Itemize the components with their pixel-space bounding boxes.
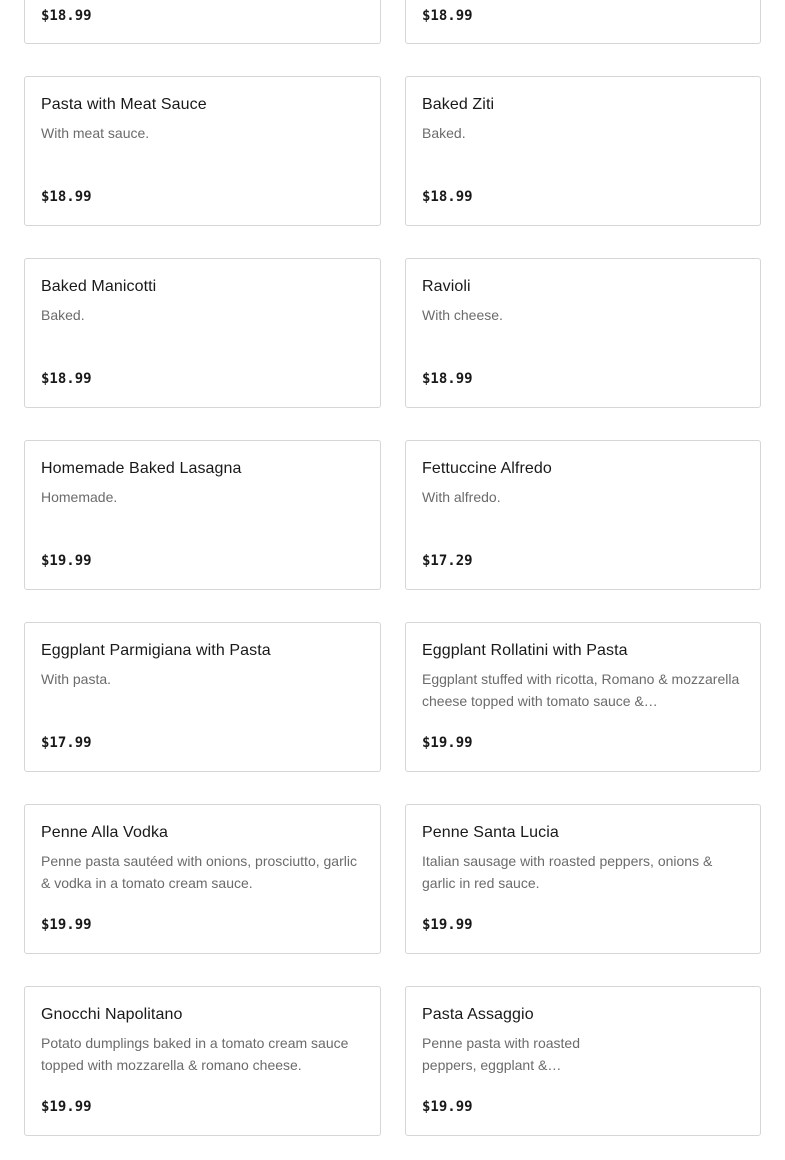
menu-item-name: Ravioli (422, 278, 471, 295)
menu-item-description: Penne pasta sautéed with onions, prosciutto, garlic & vodka in a tomato cream sauce. (41, 853, 357, 891)
menu-item-name: Penne Santa Lucia (422, 824, 559, 841)
menu-item-card-pasta-with-meat-sauce[interactable] (24, 76, 381, 226)
menu-item-price: $19.99 (41, 553, 92, 569)
menu-item-name: Eggplant Parmigiana with Pasta (41, 642, 271, 659)
menu-item-card-baked-ziti[interactable] (405, 76, 761, 226)
menu-item-description: With alfredo. (422, 489, 501, 505)
menu-item-card-homemade-baked-lasagna[interactable] (24, 440, 381, 590)
menu-item-card[interactable] (405, 0, 761, 44)
menu-item-description: Eggplant stuffed with ricotta, Romano & mozzarella cheese topped with tomato sauce &… (422, 671, 740, 709)
menu-item-description: Baked. (422, 125, 466, 141)
menu-item-price: $18.99 (41, 8, 92, 24)
menu-item-card-penne-santa-lucia[interactable] (405, 804, 761, 954)
menu-item-description: Italian sausage with roasted peppers, onions & garlic in red sauce. (422, 853, 713, 891)
menu-item-description: With pasta. (41, 671, 112, 687)
menu-item-card-eggplant-parmigiana[interactable] (24, 622, 381, 772)
menu-item-name: Gnocchi Napolitano (41, 1006, 183, 1023)
menu-item-description: With meat sauce. (41, 125, 150, 141)
menu-item-description: Homemade. (41, 489, 118, 505)
menu-item-name: Baked Ziti (422, 96, 495, 113)
menu-item-name: Eggplant Rollatini with Pasta (422, 642, 628, 659)
menu-item-description: Potato dumplings baked in a tomato cream sauce topped with mozzarella & romano cheese. (41, 1035, 349, 1073)
menu-item-name: Penne Alla Vodka (41, 824, 169, 841)
menu-item-price: $18.99 (41, 371, 92, 387)
menu-item-name: Fettuccine Alfredo (422, 460, 552, 477)
menu-item-name: Baked Manicotti (41, 278, 157, 295)
menu-item-price: $18.99 (41, 189, 92, 205)
menu-item-price: $18.99 (422, 371, 473, 387)
menu-item-description: Penne pasta with roasted peppers, eggplant &… (422, 1035, 580, 1073)
menu-item-card-fettuccine-alfredo[interactable] (405, 440, 761, 590)
menu-item-card[interactable] (24, 0, 381, 44)
menu-item-price: $19.99 (41, 1099, 92, 1115)
menu-item-description: With cheese. (422, 307, 503, 323)
menu-item-price: $17.29 (422, 553, 473, 569)
menu-item-card-gnocchi-napolitano[interactable] (24, 986, 381, 1136)
menu-item-card-eggplant-rollatini[interactable] (405, 622, 761, 772)
menu-item-price: $19.99 (422, 735, 473, 751)
menu-item-price: $18.99 (422, 189, 473, 205)
menu-item-name: Homemade Baked Lasagna (41, 460, 242, 477)
menu-item-description: Baked. (41, 307, 85, 323)
menu-item-name: Pasta with Meat Sauce (41, 96, 207, 113)
menu-item-card-pasta-assaggio[interactable] (405, 986, 761, 1136)
menu-item-price: $19.99 (41, 917, 92, 933)
menu-item-card-baked-manicotti[interactable] (24, 258, 381, 408)
menu-item-price: $17.99 (41, 735, 92, 751)
menu-item-name: Pasta Assaggio (422, 1006, 534, 1023)
menu-item-price: $19.99 (422, 1099, 473, 1115)
menu-item-price: $18.99 (422, 8, 473, 24)
menu-item-card-penne-alla-vodka[interactable] (24, 804, 381, 954)
menu-item-card-ravioli[interactable] (405, 258, 761, 408)
menu-item-price: $19.99 (422, 917, 473, 933)
